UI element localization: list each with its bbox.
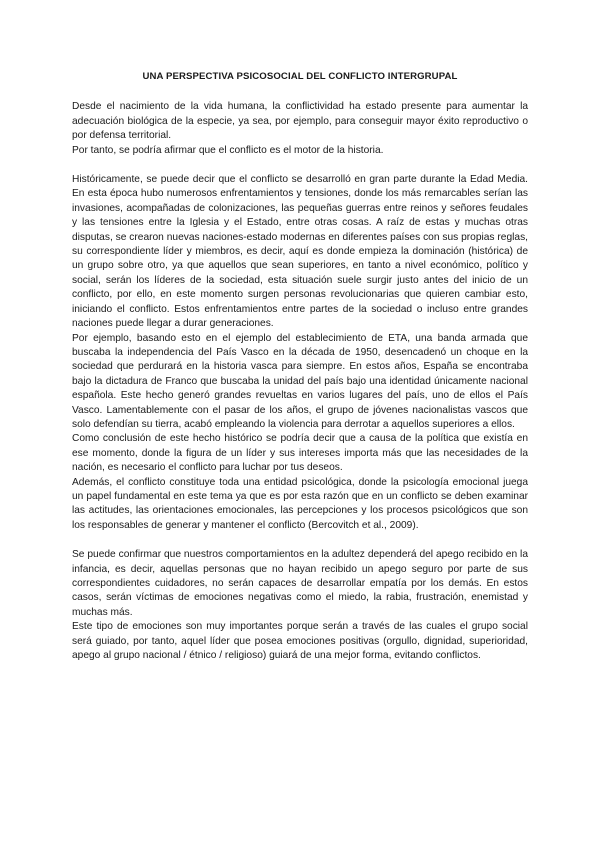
paragraph-emociones: Este tipo de emociones son muy importantes porque serán a través de las cuales el grupo social será guiado, por tanto, aquel líder que posea emociones positivas (orgullo, dignidad, superioridad, apego al grupo nacional / étnico / religioso) guiará de una mejor forma, evitando conflictos. (72, 621, 528, 662)
paragraph-spacer (72, 158, 528, 173)
paragraph-entidad-psicologica: Además, el conflicto constituye toda una entidad psicológica, donde la psicología emocional juega un papel fundamental en este tema ya que es por esta razón que en un conflicto se deben examinar las actitudes, las orientaciones emocionales, las percepciones y los procesos psicológicos que son los responsables de generar y mantener el conflicto (Bercovitch et al., 2009). (72, 476, 528, 531)
document-body (72, 70, 528, 663)
paragraph-eta-example: Por ejemplo, basando esto en el ejemplo del establecimiento de ETA, una banda armada que buscaba la independencia del País Vasco en la década de 1950, desencadenó un choque en la sociedad que perdurará en la historia vasca para siempre. En estos años, España se encontraba bajo la dictadura de Franco que buscaba la unidad del país bajo una identidad únicamente nacional española. Este hecho generó grandes revueltas en varios lugares del país, uno de ellos el País Vasco. Lamentablemente con el pasar de los años, el grupo de jóvenes nacionalistas vascos que solo defendían su tierra, acabó empleando la violencia para derrotar a aquellos superiores a ellos. (72, 332, 528, 430)
paragraph-conclusion: Como conclusión de este hecho histórico se podría decir que a causa de la política que existía en ese momento, donde la figura de un líder y sus intereses importa más que las necesidades de la nación, es necesario el conflicto para luchar por tus deseos. (72, 433, 528, 474)
paragraph-apego: Se puede confirmar que nuestros comportamientos en la adultez dependerá del apego recibido en la infancia, es decir, aquellas personas que no hayan recibido un apego seguro por parte de sus correspondientes cuidadores, no serán capaces de desarrollar empatía por los demás. En estos casos, serán víctimas de emociones negativas como el miedo, la rabia, frustración, enemistad y muchas más. (72, 549, 528, 618)
paragraph-motor-historia: Por tanto, se podría afirmar que el conflicto es el motor de la historia. (72, 144, 384, 156)
paragraph-edad-media: Históricamente, se puede decir que el conflicto se desarrolló en gran parte durante la Edad Media. En esta época hubo numerosos enfrentamientos y tensiones, donde los más remarcables serían las invasiones, acompañadas de colonizaciones, las pequeñas guerras entre reinos y señores feudales y las tensiones entre la Iglesia y el Estado, entre otras cosas. A raíz de estas y muchas otras disputas, se crearon nuevas naciones-estado modernas en diferentes países con sus propias reglas, su correspondiente líder y miembros, es decir, aquí es donde empieza la dominación (histórica) de un grupo sobre otro, ya que aquellos que sean superiores, en tanto a nivel económico, político y social, serán los líderes de la sociedad, esta situación suele surgir justo antes del inicio de un conflicto, por ello, en este momento surgen personas revolucionarias que quieren cambiar esto, iniciando el conflicto. Estos enfrentamientos entre partes de la sociedad o incluso entre grandes naciones puede llegar a durar generaciones. (72, 174, 528, 330)
paragraph-spacer (72, 533, 528, 548)
paragraph-intro: Desde el nacimiento de la vida humana, la conflictividad ha estado presente para aumentar la adecuación biológica de la especie, ya sea, por ejemplo, para conseguir mayor éxito reproductivo o por defensa territorial. (72, 101, 528, 142)
document-title: UNA PERSPECTIVA PSICOSOCIAL DEL CONFLICTO INTERGRUPAL (142, 71, 458, 82)
